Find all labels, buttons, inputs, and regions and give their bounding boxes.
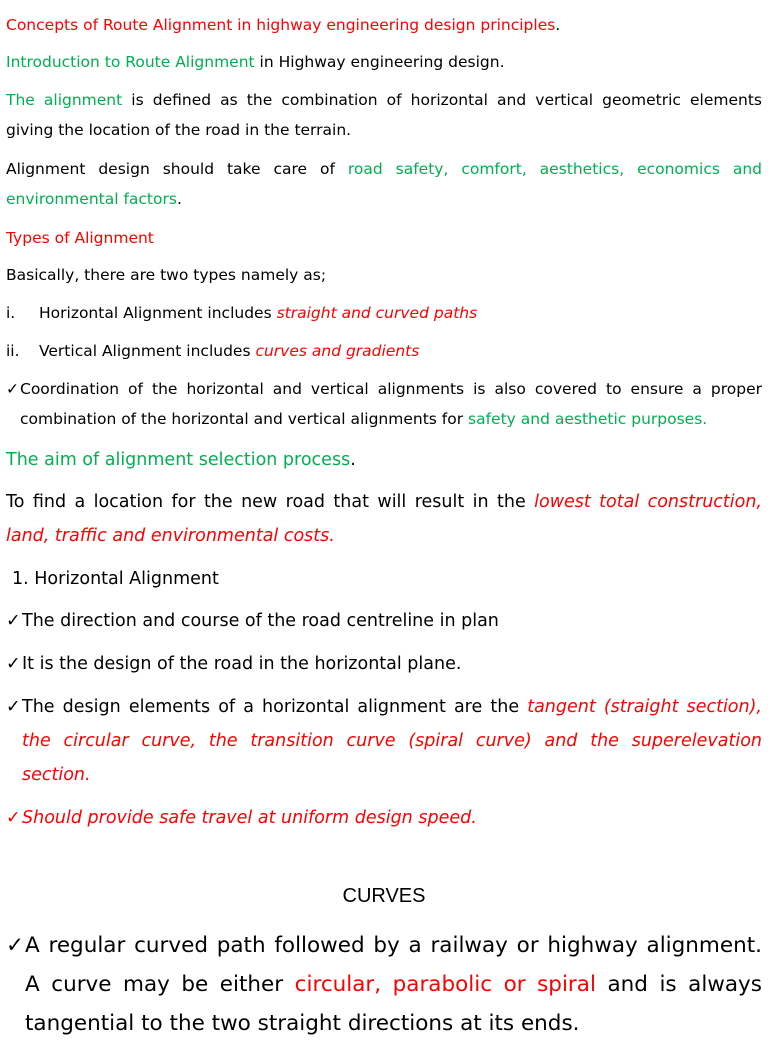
aim-pre: To find a location for the new road that will result in the (6, 492, 535, 512)
horizontal-heading: 1. Horizontal Alignment (12, 569, 219, 589)
care-paragraph (6, 154, 762, 214)
title-period: . (555, 16, 561, 34)
type-label: Vertical Alignment includes (39, 342, 256, 360)
title-text: Concepts of Route Alignment in highway engineering design principles (6, 16, 556, 34)
safe-travel-text: Should provide safe travel at uniform design speed. (22, 808, 477, 828)
aim-period: . (350, 450, 356, 470)
definition-green: The alignment (6, 91, 123, 109)
definition-rest: is defined as the combination of horizontal and vertical geometric elements giving the location of the road in the terrain. (6, 91, 762, 139)
point-text: It is the design of the road in the horizontal plane. (22, 654, 462, 674)
safe-travel-bullet (6, 801, 762, 835)
intro-rest: in Highway engineering design. (254, 53, 505, 71)
type-number: ii. (6, 342, 20, 360)
design-elements-pre: The design elements of a horizontal alignment are the (22, 697, 528, 717)
design-elements-red: tangent (straight section), the circular curve, the transition curve (spiral curve) and the superelevation section. (22, 697, 762, 785)
curves-definition (6, 926, 762, 1043)
type-detail: straight and curved paths (276, 304, 478, 322)
intro-green: Introduction to Route Alignment (6, 53, 255, 71)
care-green: road safety, comfort, aesthetics, economics and environmental factors (6, 160, 763, 208)
coordination-text: Coordination of the horizontal and vertical alignments is also covered to ensure a proper combination of the horizontal and vertical alignments for (20, 380, 762, 428)
types-heading: Types of Alignment (6, 229, 154, 247)
checkmark-icon: ✓ (6, 933, 25, 958)
checkmark-icon: ✓ (6, 808, 21, 828)
design-elements-bullet (6, 690, 762, 792)
checkmark-icon: ✓ (6, 611, 21, 631)
document-title (6, 10, 762, 40)
definition-paragraph (6, 85, 762, 145)
checkmark-icon: ✓ (6, 697, 21, 717)
coordination-green: safety and aesthetic purposes. (468, 410, 708, 428)
aim-paragraph (6, 485, 762, 553)
curves-post: and is always tangential to the two straight directions at its ends. (25, 972, 762, 1036)
aim-red: lowest total construction, land, traffic and environmental costs. (6, 492, 762, 546)
care-end: . (176, 190, 182, 208)
type-number: i. (6, 304, 16, 322)
type-item-vertical (6, 336, 762, 366)
curves-red: circular, parabolic or spiral (294, 972, 596, 997)
curves-heading: CURVES (342, 885, 426, 907)
aim-green: The aim of alignment selection process (6, 450, 351, 470)
aim-heading (6, 443, 762, 477)
type-label: Horizontal Alignment includes (39, 304, 277, 322)
type-item-horizontal (6, 298, 762, 328)
type-detail: curves and gradients (255, 342, 420, 360)
horizontal-point (6, 604, 762, 638)
care-pre: Alignment design should take care of (6, 160, 348, 178)
point-text: The direction and course of the road centreline in plan (22, 611, 499, 631)
types-intro: Basically, there are two types namely as; (6, 266, 327, 284)
curves-pre: A regular curved path followed by a railway or highway alignment. A curve may be either (25, 933, 762, 997)
checkmark-icon: ✓ (6, 380, 19, 398)
checkmark-icon: ✓ (6, 654, 21, 674)
coordination-bullet (6, 374, 762, 434)
horizontal-point (6, 647, 762, 681)
intro-line (6, 47, 762, 77)
